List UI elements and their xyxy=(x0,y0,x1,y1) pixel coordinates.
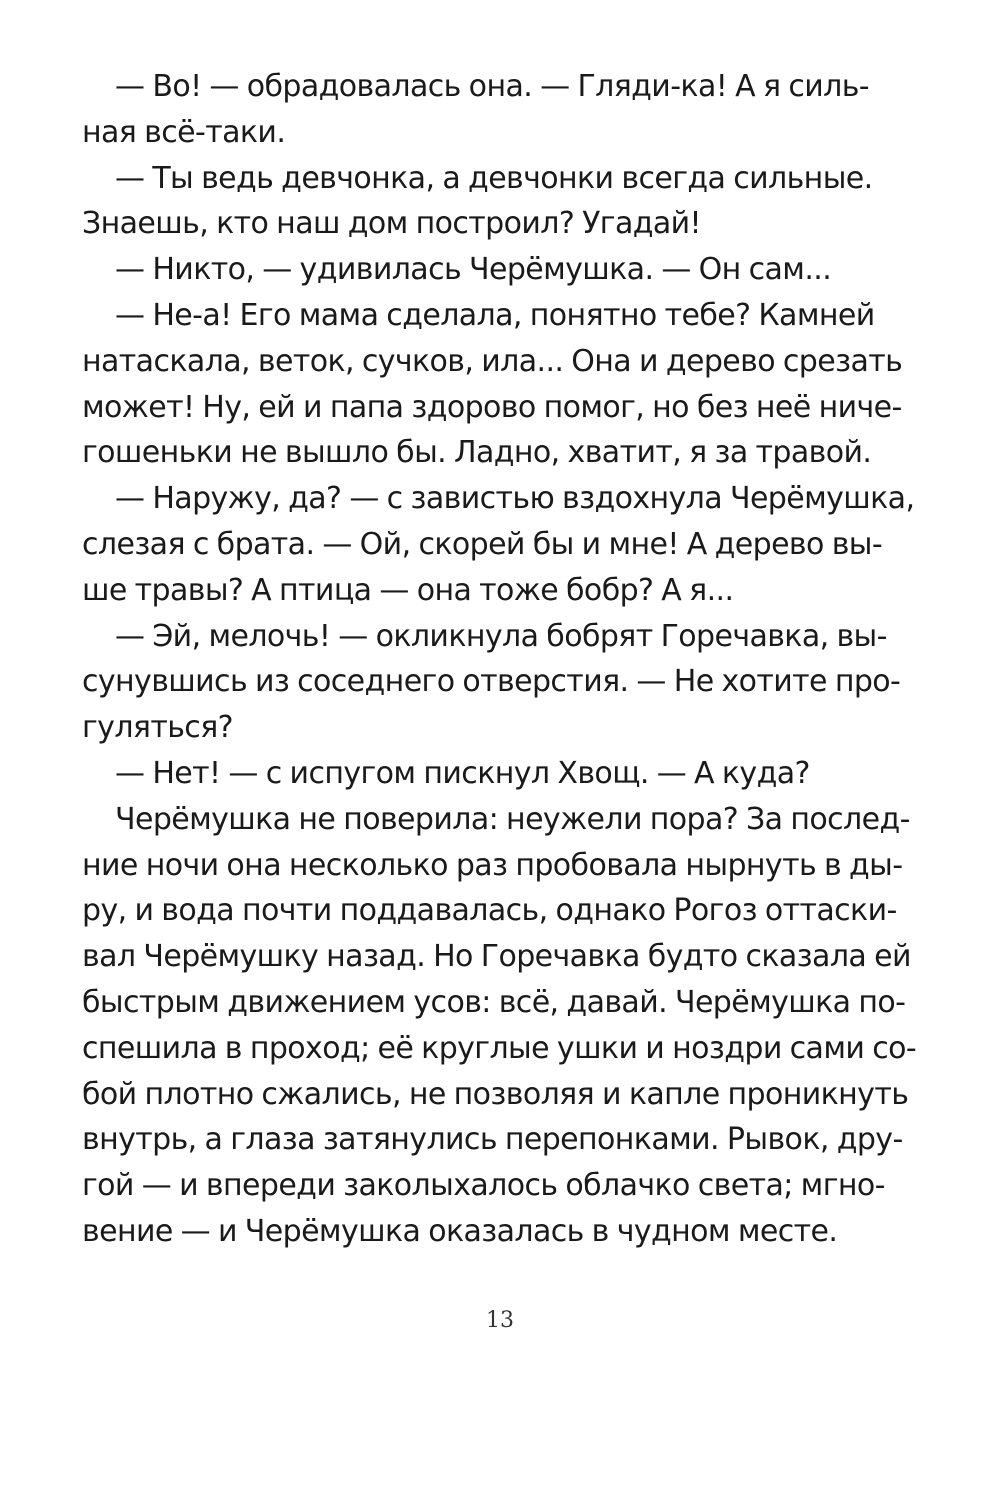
text-line: слезая с брата. — Ой, скорей бы и мне! А дерево вы- xyxy=(82,526,883,562)
text-line: спешила в проход; её круглые ушки и ноздри сами со- xyxy=(82,1030,917,1066)
text-line: — Никто, — удивилась Черёмушка. — Он сам... xyxy=(115,252,832,288)
text-line: Знаешь, кто наш дом построил? Угадай! xyxy=(82,206,701,242)
text-line: — Эй, мелочь! — окликнула бобрят Горечавка, вы- xyxy=(115,618,887,654)
text-line: — Наружу, да? — с завистью вздохнула Черёмушка, xyxy=(115,481,915,517)
text-line: гой — и впереди заколыхалось облачко света; мгно- xyxy=(82,1168,885,1204)
body-text xyxy=(82,64,928,1255)
text-line: вал Черёмушку назад. Но Горечавка будто сказала ей xyxy=(82,939,911,975)
text-line: сунувшись из соседнего отверстия. — Не хотите про- xyxy=(82,664,901,700)
text-line: может! Ну, ей и папа здорово помог, но без неё ниче- xyxy=(82,389,902,425)
text-line: ная всё-таки. xyxy=(82,114,286,150)
text-line: ние ночи она несколько раз пробовала нырнуть в ды- xyxy=(82,847,903,883)
text-line: — Не-а! Его мама сделала, понятно тебе? Камней xyxy=(115,297,875,333)
text-line: гошеньки не вышло бы. Ладно, хватит, я за травой. xyxy=(82,435,872,471)
text-line: гуляться? xyxy=(82,710,233,746)
text-line: — Ты ведь девчонка, а девчонки всегда сильные. xyxy=(115,160,873,196)
text-line: Черёмушка не поверила: неужели пора? За послед- xyxy=(115,801,910,837)
text-line: вение — и Черёмушка оказалась в чудном месте. xyxy=(82,1213,838,1249)
text-line: ше травы? А птица — она тоже бобр? А я... xyxy=(82,572,734,608)
text-line: — Нет! — с испугом пискнул Хвощ. — А куда? xyxy=(115,755,810,791)
text-line: ру, и вода почти поддавалась, однако Рогоз оттаски- xyxy=(82,893,897,929)
text-line: — Во! — обрадовалась она. — Гляди-ка! А я силь- xyxy=(115,69,870,104)
text-line: внутрь, а глаза затянулись перепонками. Рывок, дру- xyxy=(82,1122,903,1158)
text-line: бой плотно сжались, не позволяя и капле проникнуть xyxy=(82,1076,909,1112)
text-line: быстрым движением усов: всё, давай. Черёмушка по- xyxy=(82,984,906,1020)
page-number: 13 xyxy=(486,1308,514,1333)
text-line: натаскала, веток, сучков, ила... Она и дерево срезать xyxy=(82,343,903,379)
